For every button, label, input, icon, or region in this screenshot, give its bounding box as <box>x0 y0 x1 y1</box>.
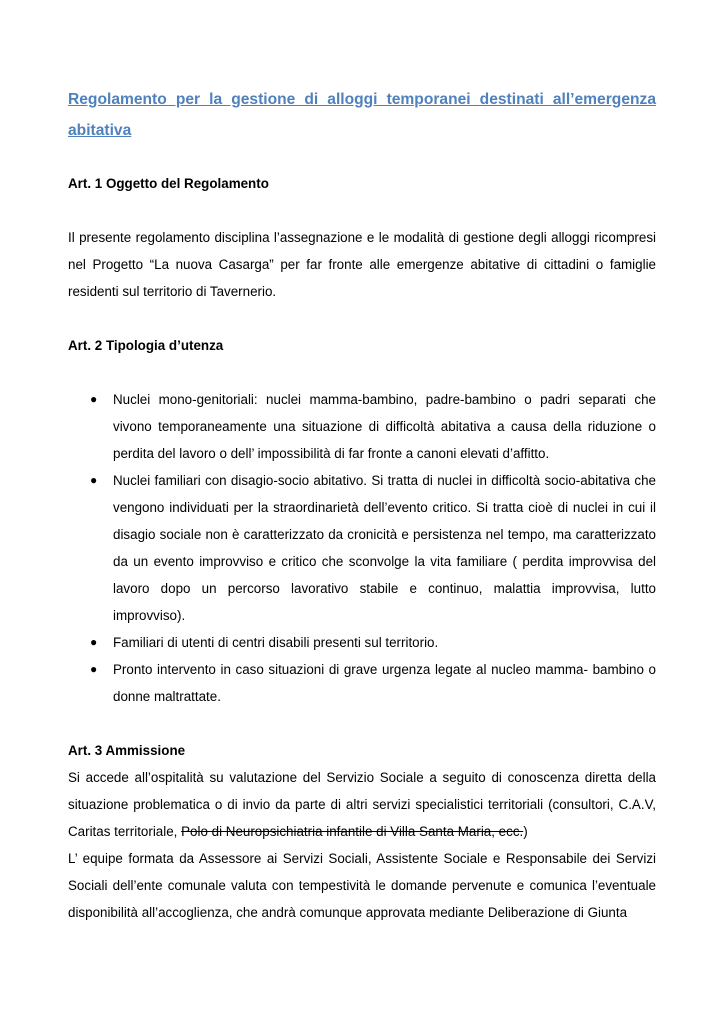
art3-text-end: ) <box>523 824 528 839</box>
bullet-icon: ● <box>90 662 98 676</box>
list-item <box>90 656 656 710</box>
art2-list <box>68 386 656 710</box>
document-title: Regolamento per la gestione di alloggi temporanei destinati all’emergenza abitativa <box>68 91 656 139</box>
struck-text: Polo di Neuropsichiatria infantile di Villa Santa Maria, ecc. <box>181 824 524 839</box>
list-item <box>90 629 656 656</box>
list-item-text: Familiari di utenti di centri disabili presenti sul territorio. <box>113 635 439 650</box>
art3-heading: Art. 3 Ammissione <box>68 743 186 758</box>
list-item-text: Nuclei mono-genitoriali: nuclei mamma-bambino, padre-bambino o padri separati che vivono temporaneamente una situazione di difficoltà abitativa a causa della riduzione o perdita del lavoro o dell’ impossibilità di far fronte a canoni elevati d’affitto. <box>113 392 656 461</box>
list-item-text: Pronto intervento in caso situazioni di grave urgenza legate al nucleo mamma- bambino o donne maltrattate. <box>113 662 656 704</box>
art1-heading: Art. 1 Oggetto del Regolamento <box>68 176 269 191</box>
list-item-text: Nuclei familiari con disagio-socio abitativo. Si tratta di nuclei in difficoltà socio-abitativa che vengono individuati per la straordinarietà dell’evento critico. Si tratta cioè di nuclei in cui il disagio sociale non è caratterizzato da cronicità e persistenza nel tempo, ma caratterizzato da un evento improvviso e critico che sconvolge la vita familiare ( perdita improvvisa del lavoro dopo un percorso lavorativo stabile e continuo, malattia improvvisa, lutto improvviso). <box>113 473 656 623</box>
art3-text-start: Si accede all’ospitalità su valutazione del Servizio Sociale a seguito di conoscenza diretta della situazione problematica o di invio da parte di altri servizi specialistici territoriali (consultori, C.A.V, Caritas territoriale, <box>68 770 656 839</box>
art3-paragraph-2: L’ equipe formata da Assessore ai Servizi Sociali, Assistente Sociale e Responsabile dei Servizi Sociali dell’ente comunale valuta con tempestività le domande pervenute e comunica l’eventuale disponibilità all’accoglienza, che andrà comunque approvata mediante Deliberazione di Giunta <box>68 851 656 920</box>
document-body <box>68 84 656 926</box>
list-item <box>90 386 656 467</box>
art2-heading: Art. 2 Tipologia d’utenza <box>68 338 224 353</box>
art1-text: Il presente regolamento disciplina l’assegnazione e le modalità di gestione degli alloggi ricompresi nel Progetto “La nuova Casarga” per far fronte alle emergenze abitative di cittadini o famiglie residenti sul territorio di Tavernerio. <box>68 230 656 299</box>
bullet-icon: ● <box>90 392 98 406</box>
bullet-icon: ● <box>90 635 98 649</box>
art3-paragraph-1 <box>68 764 656 845</box>
bullet-icon: ● <box>90 473 98 487</box>
list-item <box>90 467 656 629</box>
